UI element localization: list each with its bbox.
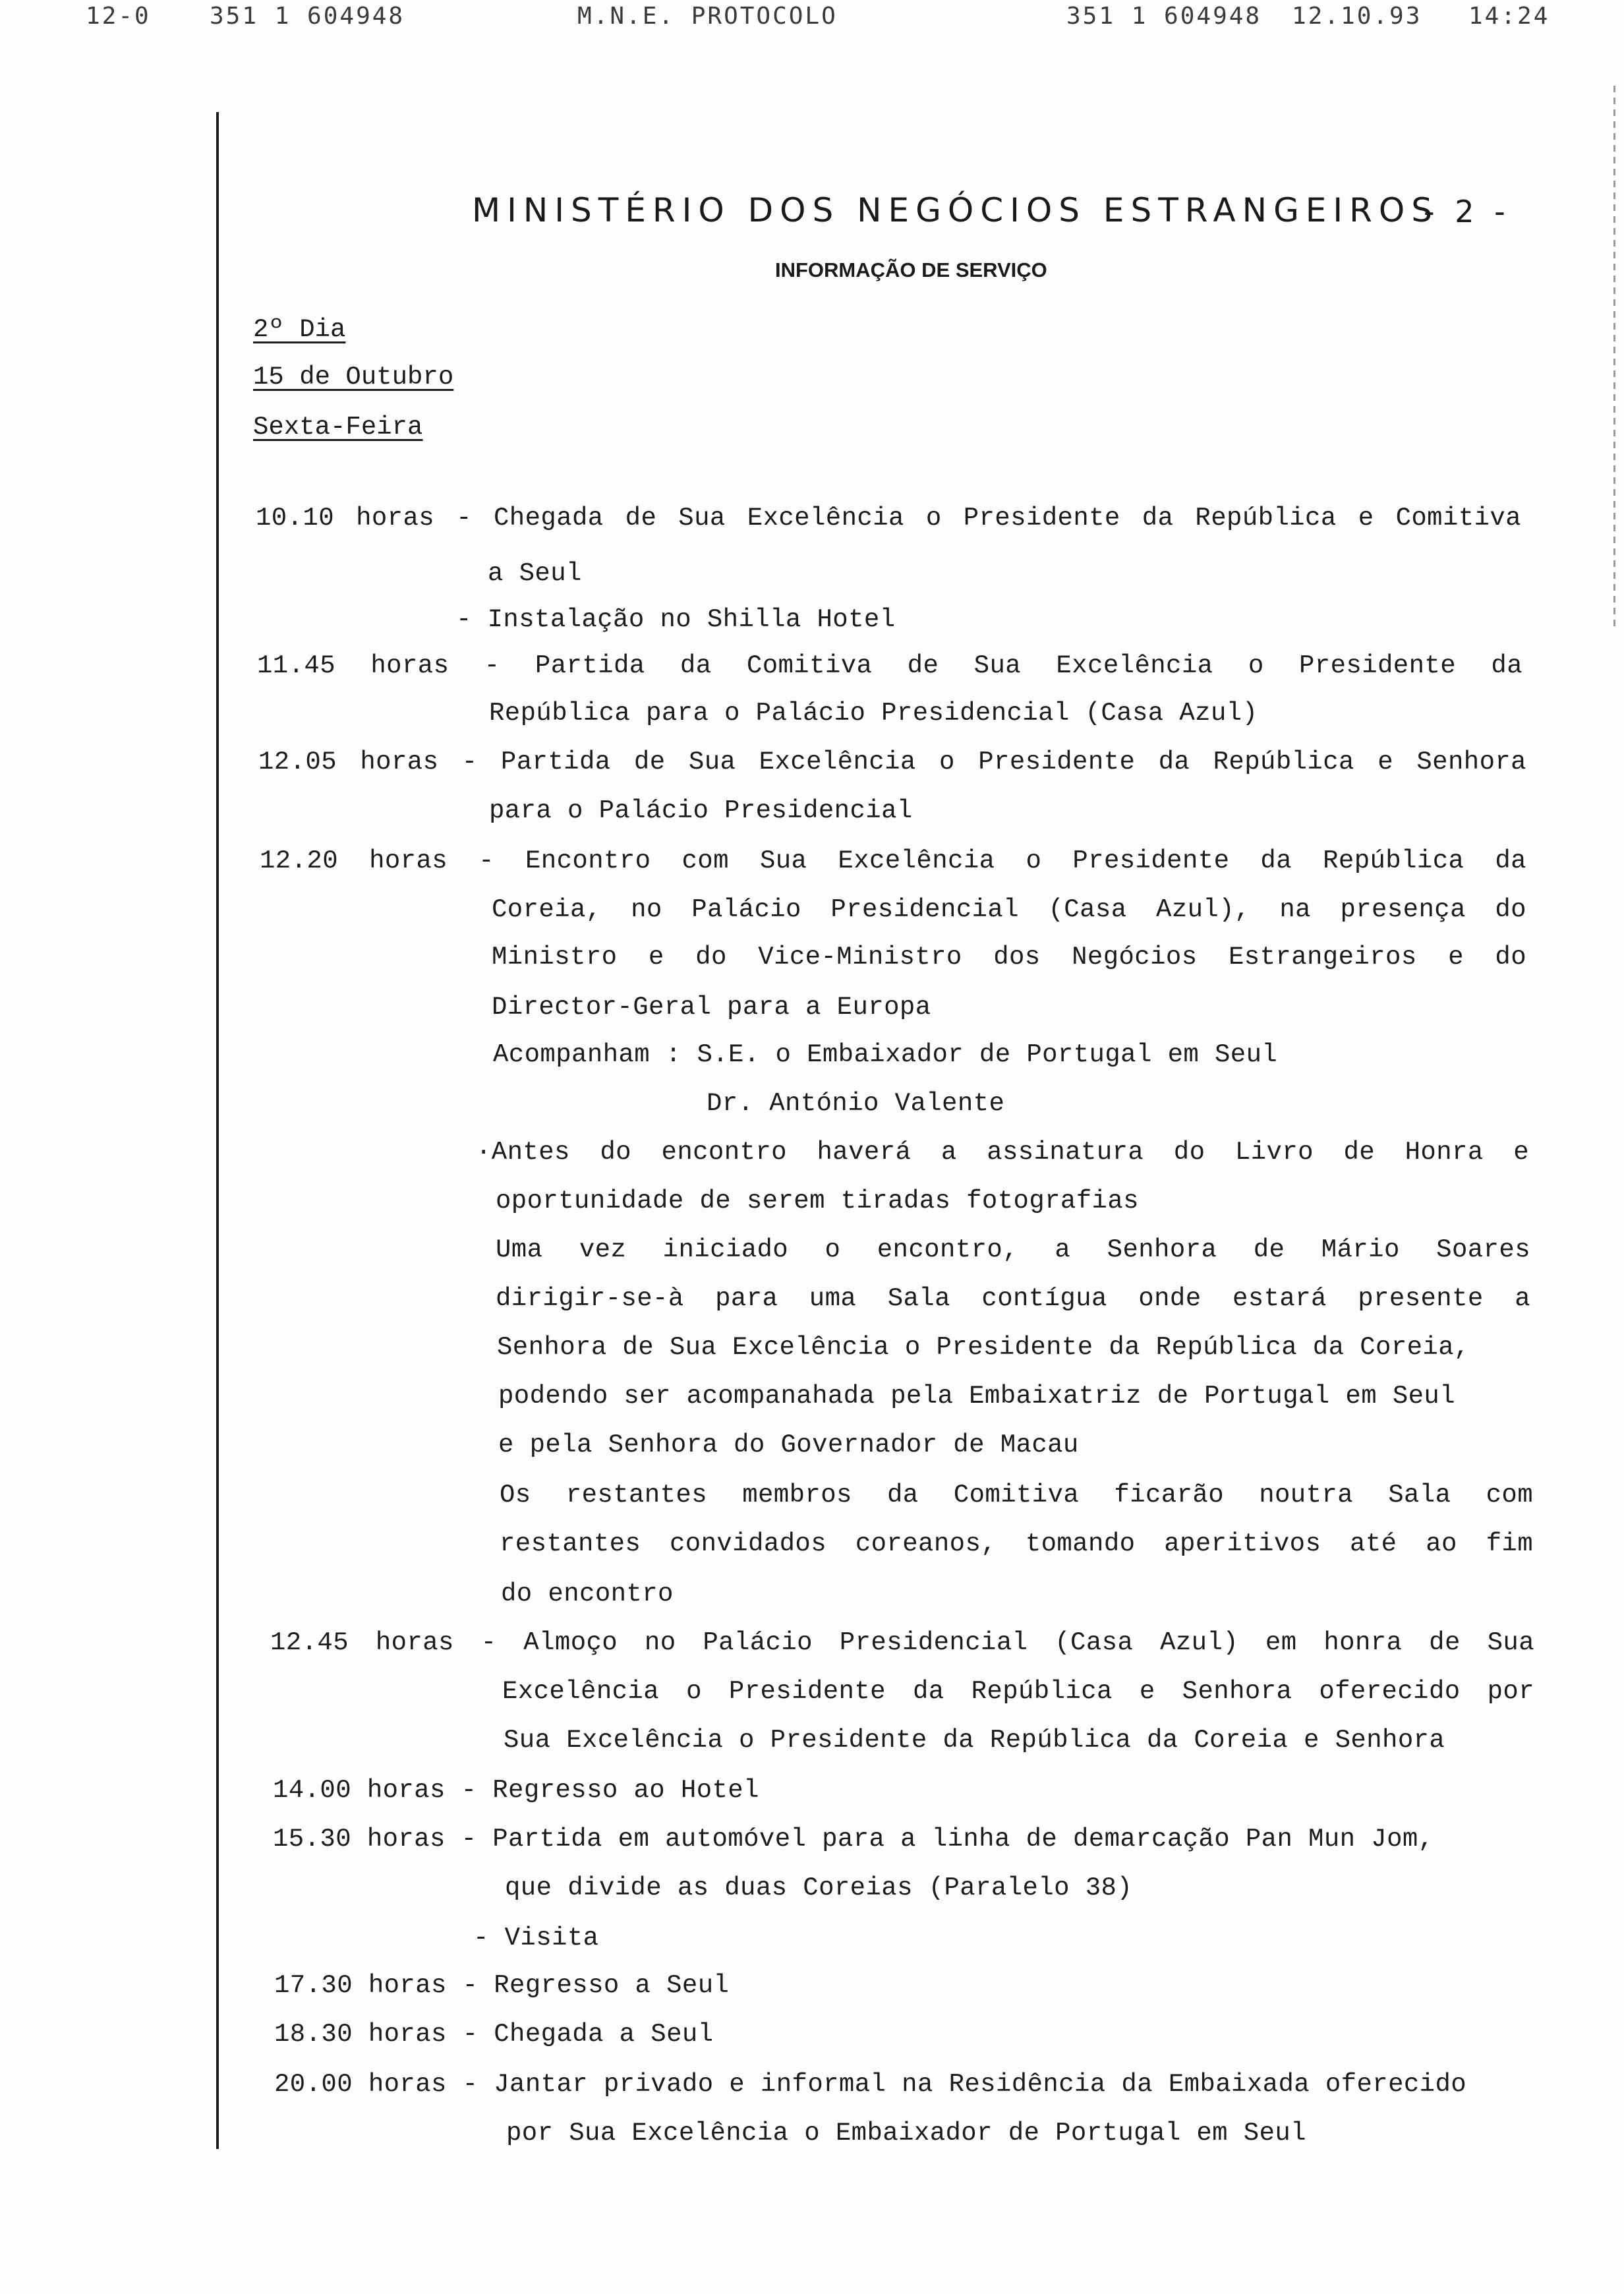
- ministry-title: MINISTÉRIO DOS NEGÓCIOS ESTRANGEIROS: [472, 191, 1439, 229]
- schedule-line: - Visita: [473, 1924, 599, 1953]
- schedule-line: do encontro: [501, 1579, 674, 1608]
- schedule-line: Coreia, no Palácio Presidencial (Casa Azul), na presença do: [492, 895, 1526, 924]
- schedule-line: Senhora de Sua Excelência o Presidente da República da Coreia,: [497, 1333, 1470, 1362]
- schedule-line: Excelência o Presidente da República e Senhora oferecido por: [502, 1677, 1534, 1706]
- left-margin-rule: [216, 112, 219, 2149]
- fax-sender-number: 351 1 604948: [210, 3, 405, 30]
- fax-date: 12.10.93: [1292, 3, 1422, 30]
- schedule-line: 12.45 horas - Almoço no Palácio Presidencial (Casa Azul) em honra de Sua: [270, 1628, 1534, 1657]
- schedule-line: dirigir-se-à para uma Sala contígua onde estará presente a: [496, 1284, 1530, 1313]
- schedule-line: Uma vez iniciado o encontro, a Senhora de Mário Soares: [496, 1235, 1530, 1264]
- schedule-line: República para o Palácio Presidencial (Casa Azul): [489, 699, 1258, 728]
- day-weekday: Sexta-Feira: [253, 413, 423, 442]
- page-number: - 2 -: [1424, 194, 1511, 229]
- schedule-line: a Seul: [488, 559, 582, 588]
- schedule-line: podendo ser acompanahada pela Embaixatriz de Portugal em Seul: [498, 1382, 1456, 1411]
- schedule-line: Os restantes membros da Comitiva ficarão noutra Sala com: [500, 1481, 1533, 1510]
- document-type: INFORMAÇÃO DE SERVIÇO: [775, 258, 1047, 281]
- fax-receiver-number: 351 1 604948: [1066, 3, 1262, 30]
- schedule-line: 14.00 horas - Regresso ao Hotel: [273, 1776, 759, 1805]
- schedule-line: restantes convidados coreanos, tomando aperitivos até ao fim: [500, 1529, 1533, 1558]
- fax-left-code: 12-0: [86, 3, 151, 30]
- schedule-line: Director-Geral para a Europa: [492, 993, 931, 1022]
- schedule-line: 18.30 horas - Chegada a Seul: [274, 2020, 714, 2049]
- scan-edge-marks: [1613, 86, 1615, 626]
- schedule-line: Dr. António Valente: [707, 1089, 1005, 1118]
- schedule-line: Ministro e do Vice-Ministro dos Negócios Estrangeiros e do: [492, 943, 1526, 972]
- schedule-line: para o Palácio Presidencial: [489, 796, 913, 825]
- schedule-line: - Instalação no Shilla Hotel: [456, 605, 896, 634]
- fax-time: 14:24: [1468, 3, 1550, 30]
- schedule-line: e pela Senhora do Governador de Macau: [498, 1430, 1079, 1459]
- fax-sender-name: M.N.E. PROTOCOLO: [577, 3, 838, 30]
- schedule-line: 17.30 horas - Regresso a Seul: [274, 1971, 730, 2000]
- schedule-line: 11.45 horas - Partida da Comitiva de Sua Excelência o Presidente da: [257, 651, 1522, 680]
- schedule-line: Acompanham : S.E. o Embaixador de Portugal em Seul: [493, 1040, 1278, 1069]
- day-date: 15 de Outubro: [253, 363, 454, 392]
- schedule-line: que divide as duas Coreias (Paralelo 38): [505, 1873, 1133, 1902]
- schedule-line: ·Antes do encontro haverá a assinatura do Livro de Honra e: [476, 1138, 1529, 1167]
- schedule-line: 12.05 horas - Partida de Sua Excelência o Presidente da República e Senhora: [258, 748, 1526, 777]
- schedule-line: por Sua Excelência o Embaixador de Portugal em Seul: [506, 2119, 1306, 2148]
- schedule-line: 10.10 horas - Chegada de Sua Excelência o Presidente da República e Comitiva: [256, 504, 1521, 533]
- schedule-line: 12.20 horas - Encontro com Sua Excelência o Presidente da República da: [260, 846, 1526, 875]
- schedule-line: 15.30 horas - Partida em automóvel para a linha de demarcação Pan Mun Jom,: [273, 1825, 1434, 1854]
- day-label: 2º Dia: [253, 315, 346, 344]
- schedule-line: 20.00 horas - Jantar privado e informal na Residência da Embaixada oferecido: [274, 2070, 1467, 2099]
- schedule-line: Sua Excelência o Presidente da República da Coreia e Senhora: [504, 1726, 1445, 1755]
- schedule-line: oportunidade de serem tiradas fotografias: [496, 1187, 1139, 1216]
